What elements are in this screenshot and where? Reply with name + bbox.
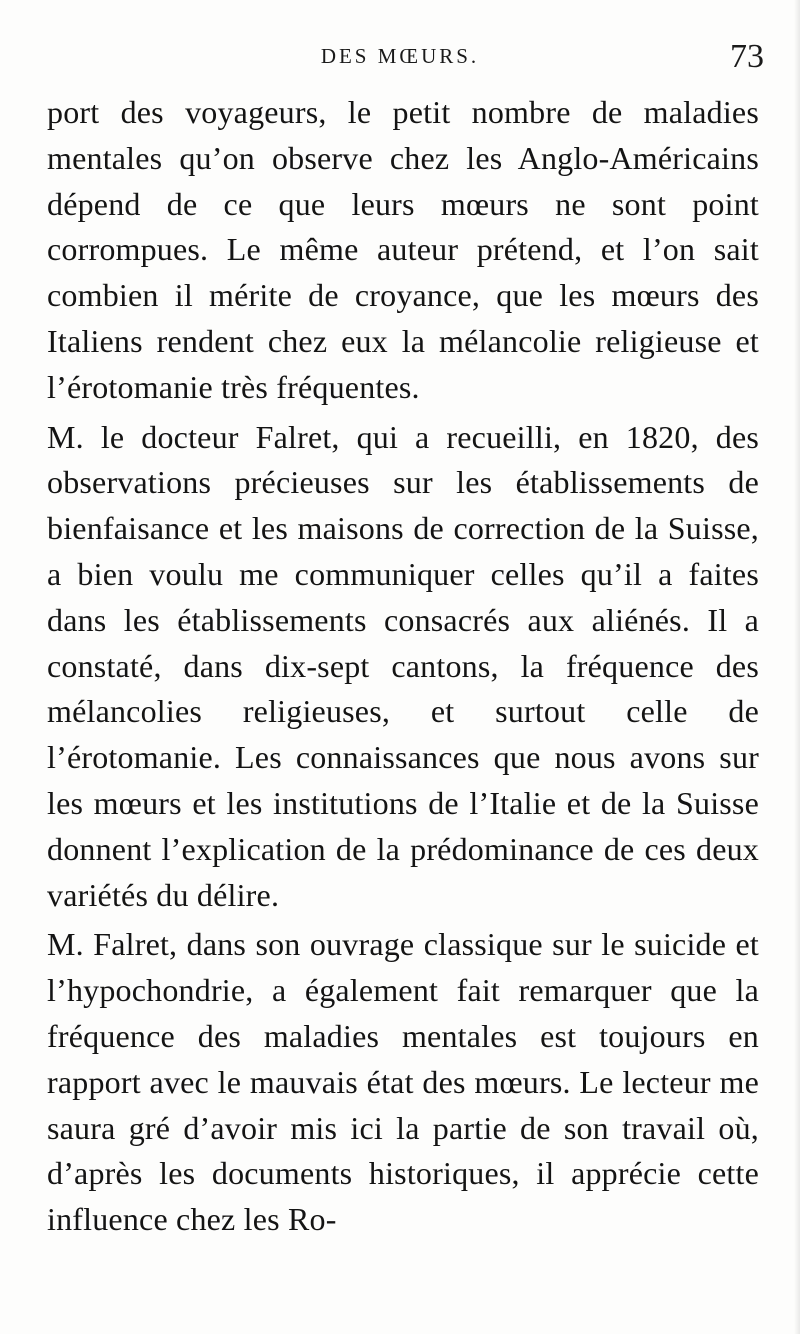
page-edge-shadow <box>794 0 800 1334</box>
body-text <box>47 90 759 1243</box>
paragraph-continuation: port des voyageurs, le petit nombre de maladies mentales qu’on observe chez les Anglo-Américains dépend de ce que leurs mœurs ne sont point corrompues. Le même auteur prétend, et l’on sait combien il mérite de croyance, que les mœurs des Italiens rendent chez eux la mélancolie religieuse et l’érotomanie très fréquentes. <box>47 94 759 405</box>
running-title: DES MŒURS. <box>320 44 480 68</box>
paragraph-falret-suicide: M. Falret, dans son ouvrage classique sur le suicide et l’hypochondrie, a également fait remarquer que la fréquence des maladies mentales est toujours en rapport avec le mauvais état des mœurs. Le lecteur me saura gré d’avoir mis ici la partie de son travail où, d’après les documents historiques, il apprécie cette influence chez les Ro- <box>47 926 759 1238</box>
page-number: 73 <box>730 38 764 75</box>
running-head <box>0 38 800 78</box>
paragraph-falret-observations: M. le docteur Falret, qui a recueilli, en 1820, des observations précieuses sur les établissements de bienfaisance et les maisons de correction de la Suisse, a bien voulu me communiquer celles qu’il a faites dans les établissements consacrés aux aliénés. Il a constaté, dans dix-sept cantons, la fréquence des mélancolies religieuses, et surtout celle de l’érotomanie. Les connaissances que nous avons sur les mœurs et les institutions de l’Italie et de la Suisse donnent l’explication de la prédominance de ces deux variétés du délire. <box>47 418 759 913</box>
